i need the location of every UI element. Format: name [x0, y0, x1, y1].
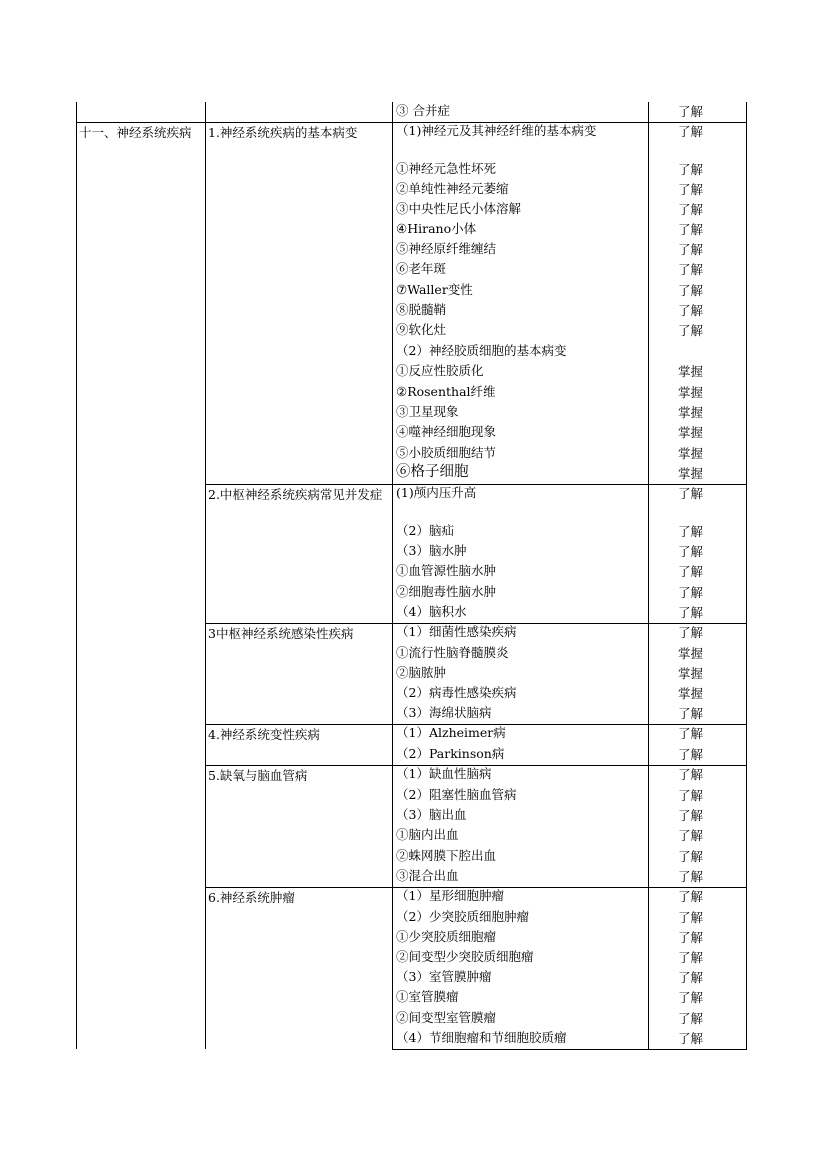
- item-text: ②间变型室管膜瘤: [396, 1010, 497, 1025]
- chapter-title: 十一、神经系统疾病: [79, 125, 192, 140]
- item-text: ①神经元急性坏死: [396, 161, 497, 176]
- item-text: ②蛛网膜下腔出血: [396, 848, 497, 863]
- level-text: 了解: [678, 323, 704, 338]
- item-text: （3）脑出血: [396, 807, 467, 822]
- item-text: ⑨软化灶: [396, 322, 447, 337]
- level-text: 了解: [678, 808, 704, 823]
- item-text: ③混合出血: [396, 868, 459, 883]
- item-text: ①室管膜瘤: [396, 989, 459, 1004]
- level-text: 了解: [678, 303, 704, 318]
- item-text: ④噬神经细胞现象: [396, 424, 497, 439]
- level-text: 了解: [678, 202, 704, 217]
- item-text: （2）阻塞性脑血管病: [396, 787, 517, 802]
- level-text: 了解: [678, 486, 704, 501]
- level-text: 了解: [678, 970, 704, 985]
- item-text: （1）星形细胞肿瘤: [396, 888, 504, 903]
- item-text: ①血管源性脑水肿: [396, 563, 497, 578]
- item-text: （3）脑水肿: [396, 543, 467, 558]
- item-text: ②脑脓肿: [396, 665, 447, 680]
- topic-title: 3中枢神经系统感染性疾病: [208, 626, 354, 641]
- col-border-right: [746, 102, 747, 1049]
- level-text: 了解: [678, 950, 704, 965]
- row-border-bottom-partial: [392, 1049, 747, 1050]
- level-text: 了解: [678, 889, 704, 904]
- level-text: 掌握: [678, 686, 704, 701]
- level-text: 了解: [678, 828, 704, 843]
- item-text: ①流行性脑脊髓膜炎: [396, 645, 509, 660]
- level-text: 了解: [678, 747, 704, 762]
- level-text: 了解: [678, 849, 704, 864]
- level-text: 了解: [678, 544, 704, 559]
- level-text: 掌握: [678, 446, 704, 461]
- item-text: （2）病毒性感染疾病: [396, 685, 517, 700]
- item-text: ②单纯性神经元萎缩: [396, 181, 509, 196]
- level-text: 掌握: [678, 666, 704, 681]
- level-text: 了解: [678, 585, 704, 600]
- topic-title: 1.神经系统疾病的基本病变: [208, 125, 358, 140]
- item-text: （1）细菌性感染疾病: [396, 624, 517, 639]
- col-border-topic: [392, 102, 393, 1049]
- level-text: 了解: [678, 104, 704, 119]
- level-text: 掌握: [678, 646, 704, 661]
- level-text: 了解: [678, 990, 704, 1005]
- topic-title: 2.中枢神经系统疾病常见并发症: [208, 487, 383, 502]
- level-text: 掌握: [678, 385, 704, 400]
- item-text: ①脑内出血: [396, 827, 459, 842]
- item-text: (1)颅内压升高: [396, 485, 477, 500]
- item-text: ①反应性胶质化: [396, 363, 484, 378]
- level-text: 了解: [678, 564, 704, 579]
- item-text: （1)神经元及其神经纤维的基本病变: [396, 123, 597, 138]
- level-text: 了解: [678, 788, 704, 803]
- item-text: （4）节细胞瘤和节细胞胶质瘤: [396, 1030, 567, 1045]
- item-text: （2）Parkinson病: [396, 746, 505, 761]
- item-text: ③中央性尼氏小体溶解: [396, 201, 522, 216]
- item-text: ⑤小胶质细胞结节: [396, 445, 497, 460]
- level-text: 了解: [678, 910, 704, 925]
- item-text: （2）神经胶质细胞的基本病变: [396, 343, 567, 358]
- level-text: 了解: [678, 767, 704, 782]
- item-text: （2）少突胶质细胞肿瘤: [396, 909, 529, 924]
- level-text: 了解: [678, 625, 704, 640]
- level-text: 了解: [678, 162, 704, 177]
- level-text: 了解: [678, 726, 704, 741]
- level-text: 了解: [678, 524, 704, 539]
- topic-title: 4.神经系统变性疾病: [208, 727, 320, 742]
- level-text: 掌握: [678, 364, 704, 379]
- item-text: （3）海绵状脑病: [396, 705, 492, 720]
- item-text: ①少突胶质细胞瘤: [396, 929, 497, 944]
- level-text: 了解: [678, 283, 704, 298]
- item-text: （1）Alzheimer病: [396, 725, 506, 740]
- level-text: 了解: [678, 262, 704, 277]
- item-text: （4）脑积水: [396, 604, 467, 619]
- item-text: ②间变型少突胶质细胞瘤: [396, 949, 534, 964]
- level-text: 掌握: [678, 466, 704, 481]
- level-text: 了解: [678, 182, 704, 197]
- level-text: 了解: [678, 124, 704, 139]
- item-text: ⑥老年斑: [396, 261, 447, 276]
- col-border-item: [648, 102, 649, 1049]
- level-text: 掌握: [678, 425, 704, 440]
- item-text: ④Hirano小体: [396, 221, 477, 236]
- item-text: ⑤神经原纤维缠结: [396, 241, 497, 256]
- item-text: ③卫星现象: [396, 404, 459, 419]
- item-text: ⑥格子细胞: [396, 464, 469, 480]
- item-text: ②Rosenthal纤维: [396, 384, 496, 399]
- col-border-chapter: [205, 102, 206, 1049]
- topic-title: 5.缺氧与脑血管病: [208, 768, 308, 783]
- item-text: （2）脑疝: [396, 523, 454, 538]
- level-text: 了解: [678, 605, 704, 620]
- level-text: 了解: [678, 242, 704, 257]
- item-text: ⑦Waller变性: [396, 282, 473, 297]
- level-text: 了解: [678, 869, 704, 884]
- col-border-left: [76, 102, 77, 1049]
- topic-title: 6.神经系统肿瘤: [208, 890, 295, 905]
- level-text: 掌握: [678, 405, 704, 420]
- level-text: 了解: [678, 706, 704, 721]
- level-text: 了解: [678, 222, 704, 237]
- item-text: ②细胞毒性脑水肿: [396, 584, 497, 599]
- item-text: ③ 合并症: [396, 103, 450, 118]
- item-text: （1）缺血性脑病: [396, 766, 492, 781]
- item-text: （3）室管膜肿瘤: [396, 969, 492, 984]
- level-text: 了解: [678, 1011, 704, 1026]
- level-text: 了解: [678, 1031, 704, 1046]
- level-text: 了解: [678, 930, 704, 945]
- item-text: ⑧脱髓鞘: [396, 302, 447, 317]
